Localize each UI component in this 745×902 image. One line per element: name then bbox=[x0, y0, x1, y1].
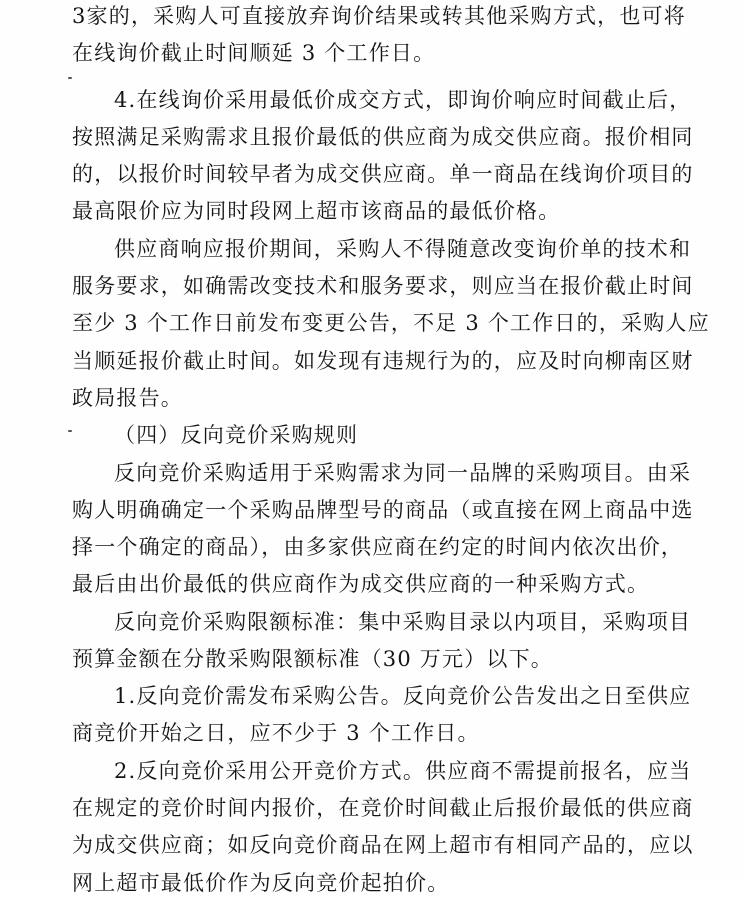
text-line: 预算金额在分散采购限额标准（30 万元）以下。 bbox=[72, 647, 553, 671]
text-line: 3家的，采购人可直接放弃询价结果或转其他采购方式，也可将 bbox=[72, 4, 686, 28]
section-heading: （四）反向竞价采购规则 bbox=[114, 423, 359, 447]
scan-mark bbox=[68, 77, 72, 79]
text-line: 供应商响应报价期间，采购人不得随意改变询价单的技术和 bbox=[114, 237, 692, 261]
text-line: 政局报告。 bbox=[72, 386, 183, 410]
text-line: 服务要求，如确需改变技术和服务要求，则应当在报价截止时间 bbox=[72, 274, 694, 298]
text-line: 1.反向竞价需发布采购公告。反向竞价公告发出之日至供应 bbox=[114, 684, 692, 708]
text-line: 商竞价开始之日，应不少于 3 个工作日。 bbox=[72, 721, 480, 745]
text-line: 购人明确确定一个采购品牌型号的商品（或直接在网上商品中选 bbox=[72, 498, 694, 522]
text-line: 4.在线询价采用最低价成交方式，即询价响应时间截止后， bbox=[114, 88, 692, 112]
text-line: 网上超市最低价作为反向竞价起拍价。 bbox=[72, 871, 450, 895]
text-line: 在线询价截止时间顺延 3 个工作日。 bbox=[72, 41, 436, 65]
text-line: 择一个确定的商品），由多家供应商在约定的时间内依次出价， bbox=[72, 535, 684, 559]
text-line: 至少 3 个工作日前发布变更公告，不足 3 个工作日的，采购人应 bbox=[72, 311, 710, 335]
text-line: 的，以报价时间较早者为成交供应商。单一商品在线询价项目的 bbox=[72, 162, 694, 186]
text-line: 最后由出价最低的供应商作为成交供应商的一种采购方式。 bbox=[72, 572, 650, 596]
scan-mark bbox=[68, 430, 72, 432]
text-line: 反向竞价采购限额标准：集中采购目录以内项目，采购项目 bbox=[114, 610, 692, 634]
text-line: 反向竞价采购适用于采购需求为同一品牌的采购项目。由采 bbox=[114, 461, 692, 485]
text-line: 按照满足采购需求且报价最低的供应商为成交供应商。报价相同 bbox=[72, 125, 694, 149]
text-line: 2.反向竞价采用公开竞价方式。供应商不需提前报名，应当 bbox=[114, 759, 692, 783]
text-line: 在规定的竞价时间内报价，在竞价时间截止后报价最低的供应商 bbox=[72, 796, 694, 820]
text-line: 当顺延报价截止时间。如发现有违规行为的，应及时向柳南区财 bbox=[72, 349, 694, 373]
text-line: 最高限价应为同时段网上超市该商品的最低价格。 bbox=[72, 199, 561, 223]
text-line: 为成交供应商；如反向竞价商品在网上超市有相同产品的，应以 bbox=[72, 833, 694, 857]
